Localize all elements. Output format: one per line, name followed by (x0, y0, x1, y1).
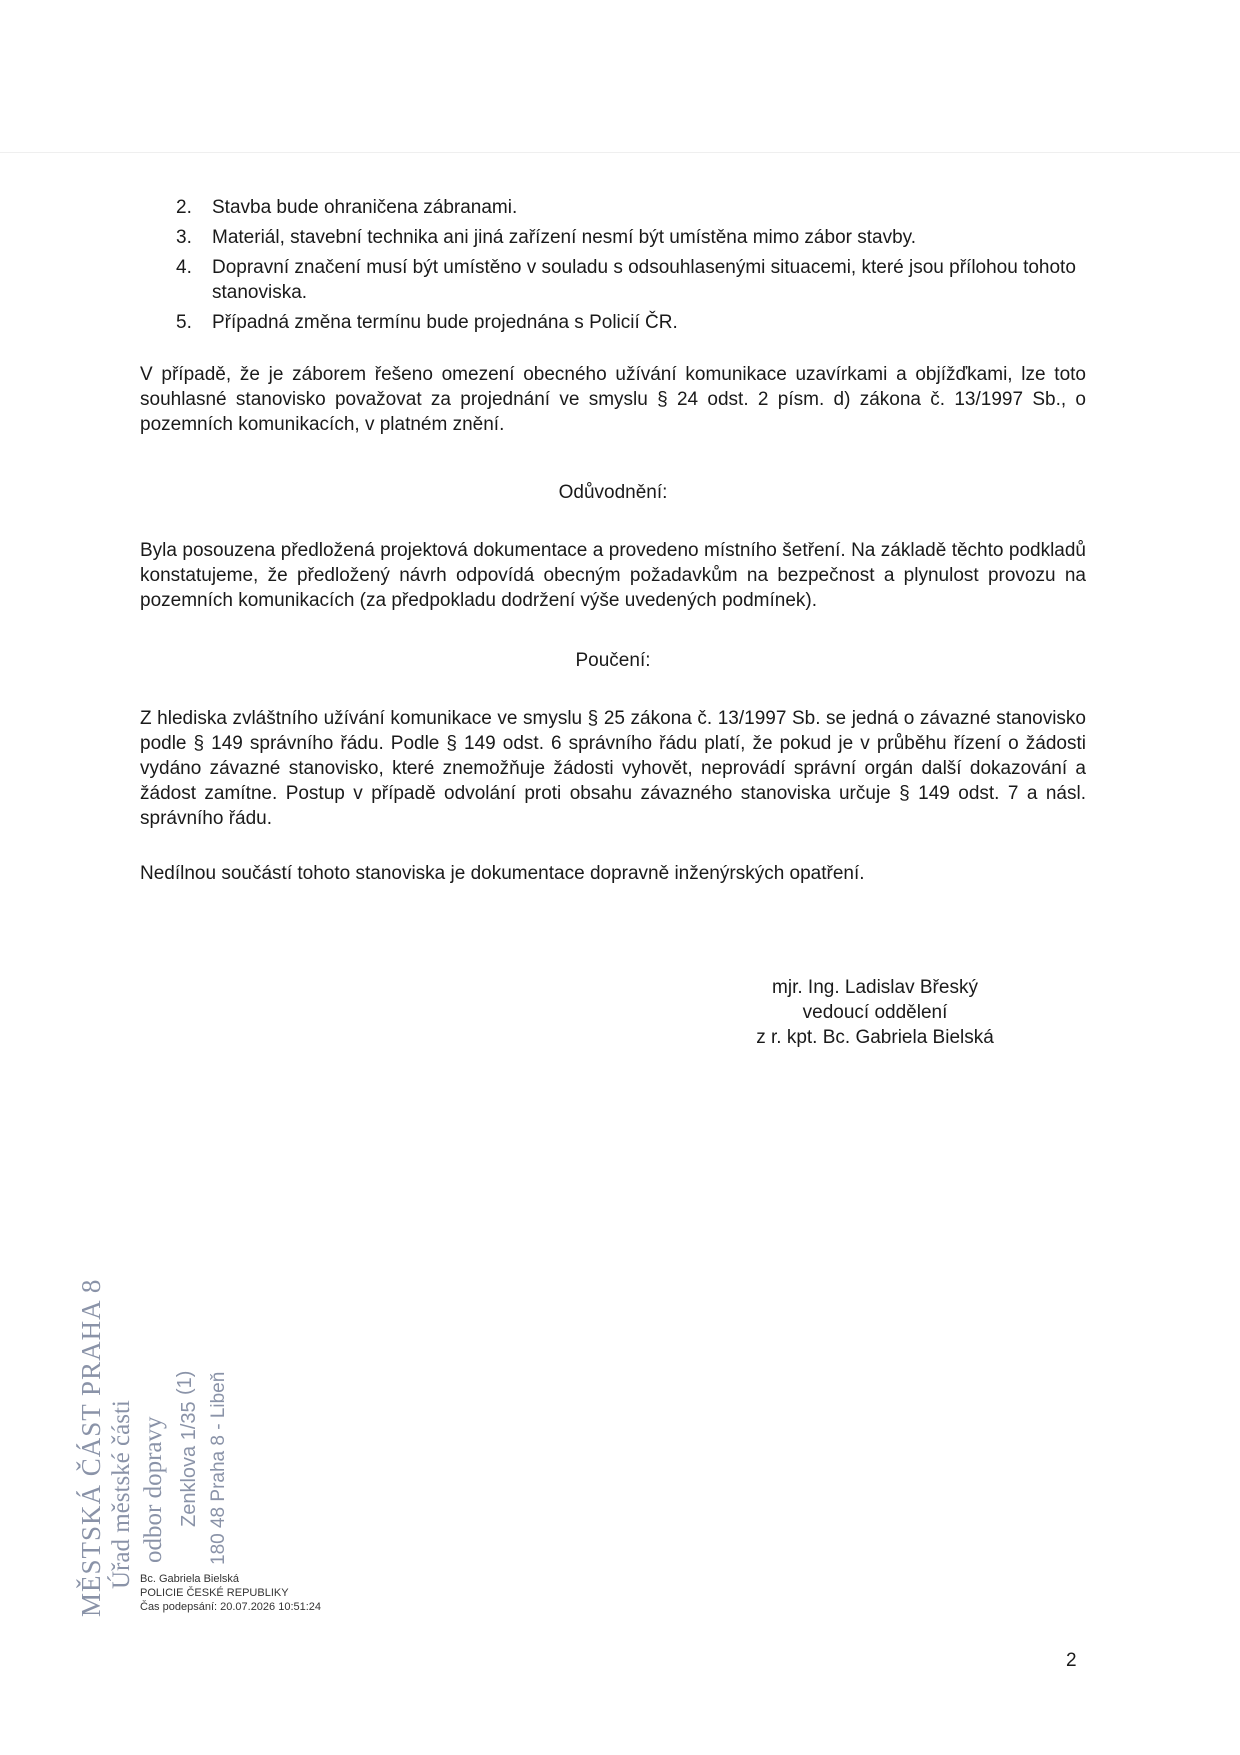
reasoning-paragraph: Byla posouzena předložená projektová dokumentace a provedeno místního šetření. Na základě těchto podkladů konstatujeme, že předložený návrh odpovídá obecným požadavkům na bezpečnost a plynulost provozu na pozemních komunikacích (za předpokladu dodržení výše uvedených podmínek). (140, 540, 1086, 611)
stamp-line: Zenklova 1/35 (178, 1401, 200, 1527)
document-body (140, 195, 1086, 886)
electronic-signature (140, 1572, 321, 1614)
list-item-number: 4. (176, 257, 192, 278)
reasoning-heading: Odůvodnění: (558, 482, 668, 503)
signatory-on-behalf: z r. kpt. Bc. Gabriela Bielská (756, 1027, 994, 1048)
signature-block (690, 975, 1060, 1050)
stamp-line: 180 48 Praha 8 - Libeň (208, 1371, 229, 1565)
page-number: 2 (1066, 1650, 1077, 1671)
page-top-divider (0, 152, 1240, 153)
attachment-paragraph: Nedílnou součástí tohoto stanoviska je dokumentace dopravně inženýrských opatření. (140, 863, 865, 884)
e-signature-name: Bc. Gabriela Bielská (140, 1573, 240, 1585)
list-item (140, 195, 1086, 220)
list-item-text: Stavba bude ohraničena zábranami. (212, 197, 518, 218)
stamp-line: odbor dopravy (140, 1416, 167, 1563)
list-item (140, 225, 1086, 250)
list-item (140, 310, 1086, 335)
e-signature-timestamp: Čas podepsání: 20.07.2026 10:51:24 (140, 1601, 322, 1613)
closure-paragraph: V případě, že je záborem řešeno omezení obecného užívání komunikace uzavírkami a objížďkami, lze toto souhlasné stanovisko považovat za projednání ve smyslu § 24 odst. 2 písm. d) zákona č. 13/1997 Sb., o pozemních komunikacích, v platném znění. (140, 364, 1086, 435)
list-item-text: Případná změna termínu bude projednána s Policií ČR. (212, 312, 678, 333)
stamp-line: Úřad městské části (108, 1400, 135, 1589)
list-item-number: 3. (176, 227, 192, 248)
stamp-line: (1) (174, 1370, 196, 1395)
e-signature-organization: POLICIE ČESKÉ REPUBLIKY (140, 1587, 289, 1599)
list-item-number: 2. (176, 197, 192, 218)
list-item (140, 255, 1086, 305)
conditions-list (140, 195, 1086, 335)
list-item-text: Dopravní značení musí být umístěno v souladu s odsouhlasenými situacemi, které jsou přílohou tohoto stanoviska. (212, 257, 1076, 303)
instruction-heading: Poučení: (575, 650, 651, 671)
instruction-paragraph: Z hlediska zvláštního užívání komunikace ve smyslu § 25 zákona č. 13/1997 Sb. se jedná o závazné stanovisko podle § 149 správního řádu. Podle § 149 odst. 6 správního řádu platí, že pokud je v průběhu řízení o žádosti vydáno závazné stanovisko, které znemožňuje žádosti vyhovět, neprovádí správní orgán další dokazování a žádost zamítne. Postup v případě odvolání proti obsahu závazného stanoviska určuje § 149 odst. 7 a násl. správního řádu. (140, 708, 1086, 829)
signatory-name: mjr. Ing. Ladislav Břeský (772, 977, 978, 998)
stamp-line: MĚSTSKÁ ČÁST PRAHA 8 (76, 1278, 106, 1617)
list-item-number: 5. (176, 312, 192, 333)
signatory-position: vedoucí oddělení (802, 1002, 948, 1023)
list-item-text: Materiál, stavební technika ani jiná zařízení nesmí být umístěna mimo zábor stavby. (212, 227, 917, 248)
